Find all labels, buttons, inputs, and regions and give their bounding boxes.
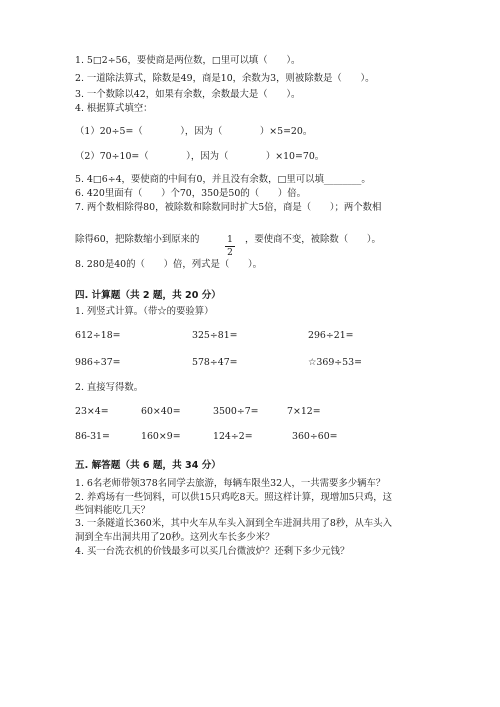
mental-math-item: 86-31= (75, 431, 110, 442)
question-3-7-line1: 7. 两个数相除得80，被除数和除数同时扩大5倍，商是（ ）；两个数相 (75, 202, 382, 213)
problem-5-3-line1: 3. 一条隧道长360米，其中火车从车头入洞到全车进洞共用了8秒，从车头入 (75, 518, 393, 529)
calc-part2-title: 2. 直接写得数。 (75, 382, 144, 393)
mental-math-item: 23×4= (75, 406, 109, 417)
calc-item: 296÷21= (308, 330, 354, 341)
problem-5-2-line2: 些饲料能吃几天？ (75, 505, 151, 516)
question-3-5: 5. 4□6÷4，要使商的中间有0，并且没有余数，□里可以填________。 (75, 174, 371, 185)
problem-5-4: 4. 买一台洗衣机的价钱最多可以买几台微波炉？还剩下多少元钱？ (75, 546, 350, 557)
fraction-bar (225, 246, 235, 247)
question-3-4-part1: （1）20÷5=（ ），因为（ ）×5=20。 (75, 126, 313, 137)
problem-5-2-line1: 2. 养鸡场有一些饲料，可以供15只鸡吃8天。照这样计算，现增加5只鸡，这 (75, 492, 393, 503)
problem-5-1: 1. 6名老师带领378名同学去旅游，每辆车限坐32人，一共需要多少辆车？ (75, 478, 386, 489)
question-3-6: 6. 420里面有（ ）个70，350是50的（ ）倍。 (75, 188, 306, 199)
question-3-7-line2-start: 除得60，把除数缩小到原来的 (75, 234, 200, 245)
question-3-3: 3. 一个数除以42，如果有余数，余数最大是（ ）。 (75, 89, 301, 100)
mental-math-item: 360÷60= (292, 431, 338, 442)
question-3-4: 4. 根据算式填空： (75, 103, 153, 114)
question-3-8: 8. 280是40的（ ）倍，列式是（ ）。 (75, 259, 263, 270)
fraction-denominator: 2 (227, 248, 233, 258)
question-3-7-line2-end: ，要使商不变，被除数（ ）。 (245, 234, 381, 245)
section-4-heading: 四. 计算题（共 2 题，共 20 分） (75, 290, 221, 301)
calc-item: ☆369÷53= (308, 357, 362, 368)
section-5-heading: 五. 解答题（共 6 题，共 34 分） (75, 460, 221, 471)
fraction-numerator: 1 (227, 235, 233, 245)
mental-math-item: 124÷2= (213, 431, 253, 442)
fraction-one-half (225, 235, 235, 258)
question-3-2: 2. 一道除法算式，除数是49，商是10，余数为3，则被除数是（ ）。 (75, 73, 375, 84)
mental-math-item: 3500÷7= (213, 406, 259, 417)
question-3-4-part2: （2）70÷10=（ ），因为（ ）×10=70。 (75, 151, 325, 162)
mental-math-item: 160×9= (141, 431, 181, 442)
question-3-1: 1. 5□2÷56，要使商是两位数，□里可以填（ ）。 (75, 55, 301, 66)
calc-item: 325÷81= (192, 330, 238, 341)
problem-5-3-line2: 洞到全车出洞共用了20秒。这列火车长多少米？ (75, 532, 275, 543)
calc-item: 612÷18= (75, 330, 121, 341)
calc-item: 578÷47= (192, 357, 238, 368)
mental-math-item: 60×40= (141, 406, 181, 417)
mental-math-item: 7×12= (287, 406, 321, 417)
calc-part1-title: 1. 列竖式计算。（带☆的要验算） (75, 306, 214, 317)
calc-item: 986÷37= (75, 357, 121, 368)
